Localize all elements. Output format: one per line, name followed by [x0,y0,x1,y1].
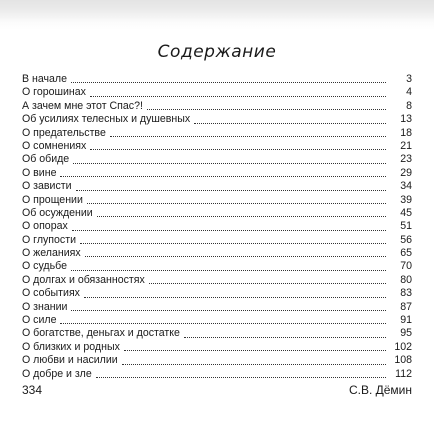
toc-entry-title: Об обиде [22,153,70,166]
toc-leader-dots [147,274,388,287]
toc-entry-page: 70 [400,260,412,273]
toc-entry [22,274,412,287]
toc-entry [22,327,412,340]
toc-leader-dots [71,153,388,166]
toc-entry [22,73,412,86]
toc-entry-page: 23 [400,153,412,166]
toc-entry [22,354,412,367]
toc-entry [22,341,412,354]
toc-entry [22,100,412,113]
toc-entry-title: О богатстве, деньгах и достатке [22,327,180,340]
toc-entry-page: 102 [394,340,412,353]
toc-entry-page: 87 [400,300,412,313]
toc-leader-dots [122,341,388,354]
toc-entry-title: О силе [22,314,57,327]
toc-leader-dots [94,368,388,381]
toc-entry-title: В начале [22,72,68,85]
toc-leader-dots [82,287,388,300]
toc-entry-page: 65 [400,247,412,260]
toc-entry-title: О глупости [22,233,76,246]
page-top-shadow [0,0,434,22]
toc-leader-dots [78,234,388,247]
toc-leader-dots [69,260,388,273]
toc-entry-page: 21 [400,139,412,152]
toc-entry [22,153,412,166]
toc-entry [22,234,412,247]
toc-entry-page: 3 [406,72,412,85]
toc-entry-page: 112 [395,367,412,380]
toc-entry-page: 51 [400,220,412,233]
toc-entry [22,140,412,153]
toc-entry-title: О знании [22,300,68,313]
toc-leader-dots [58,167,388,180]
toc-entry-title: О предательстве [22,126,106,139]
toc-entry-title: О вине [22,166,57,179]
toc-entry [22,287,412,300]
toc-entry-page: 83 [400,287,412,300]
toc-entry-title: О добре и зле [22,367,92,380]
toc-entry-title: О горошинах [22,86,86,99]
toc-entry [22,207,412,220]
toc-leader-dots [145,100,388,113]
toc-entry-title: Об усилиях телесных и душевных [22,113,191,126]
toc-entry-title: О прощении [22,193,83,206]
toc-entry [22,86,412,99]
toc-entry-title: А зачем мне этот Спас?! [22,99,143,112]
toc-entry-page: 34 [400,180,412,193]
toc-entry-title: О любви и насилии [22,354,118,367]
toc-leader-dots [74,180,388,193]
toc-entry-page: 29 [400,166,412,179]
toc-entry [22,260,412,273]
toc-entry-page: 8 [406,99,412,112]
toc-leader-dots [120,354,388,367]
toc-entry [22,314,412,327]
toc-entry [22,127,412,140]
toc-entry [22,180,412,193]
toc-entry [22,247,412,260]
toc-entry-page: 18 [400,126,412,139]
toc-leader-dots [95,207,388,220]
toc-entry [22,194,412,207]
toc-entry-page: 108 [394,354,412,367]
toc-entry-title: О судьбе [22,260,67,273]
toc-entry-page: 95 [400,327,412,340]
toc-leader-dots [88,86,388,99]
toc-entry-title: О близких и родных [22,340,120,353]
toc-entry-page: 45 [400,206,412,219]
toc-entry [22,301,412,314]
toc-entry-page: 4 [406,86,412,99]
toc-entry-title: О опорах [22,220,68,233]
toc-entry [22,220,412,233]
footer-author: С.В. Дёмин [348,383,412,397]
toc-leader-dots [108,127,388,140]
page-title: Содержание [157,42,277,62]
toc-leader-dots [182,327,388,340]
toc-entry-page: 91 [400,314,412,327]
toc-entry [22,113,412,126]
toc-entry-page: 39 [400,193,412,206]
toc-leader-dots [70,220,388,233]
toc-entry [22,167,412,180]
toc-entry-page: 80 [400,273,412,286]
footer-page-number: 334 [22,383,43,397]
toc-entry-title: Об осуждении [22,206,93,219]
toc-entry-title: О зависти [22,180,72,193]
toc-entry-page: 56 [400,233,412,246]
toc-leader-dots [69,73,388,86]
toc-leader-dots [85,194,388,207]
toc-entry-title: О желаниях [22,247,81,260]
toc-leader-dots [58,314,388,327]
toc-leader-dots [88,140,388,153]
table-of-contents [22,73,412,381]
toc-entry-page: 13 [400,113,412,126]
toc-leader-dots [192,113,388,126]
toc-leader-dots [69,301,388,314]
toc-entry-title: О долгах и обязанностях [22,273,145,286]
toc-entry-title: О сомнениях [22,139,87,152]
toc-leader-dots [83,247,388,260]
toc-entry-title: О событиях [22,287,80,300]
toc-entry [22,368,412,381]
